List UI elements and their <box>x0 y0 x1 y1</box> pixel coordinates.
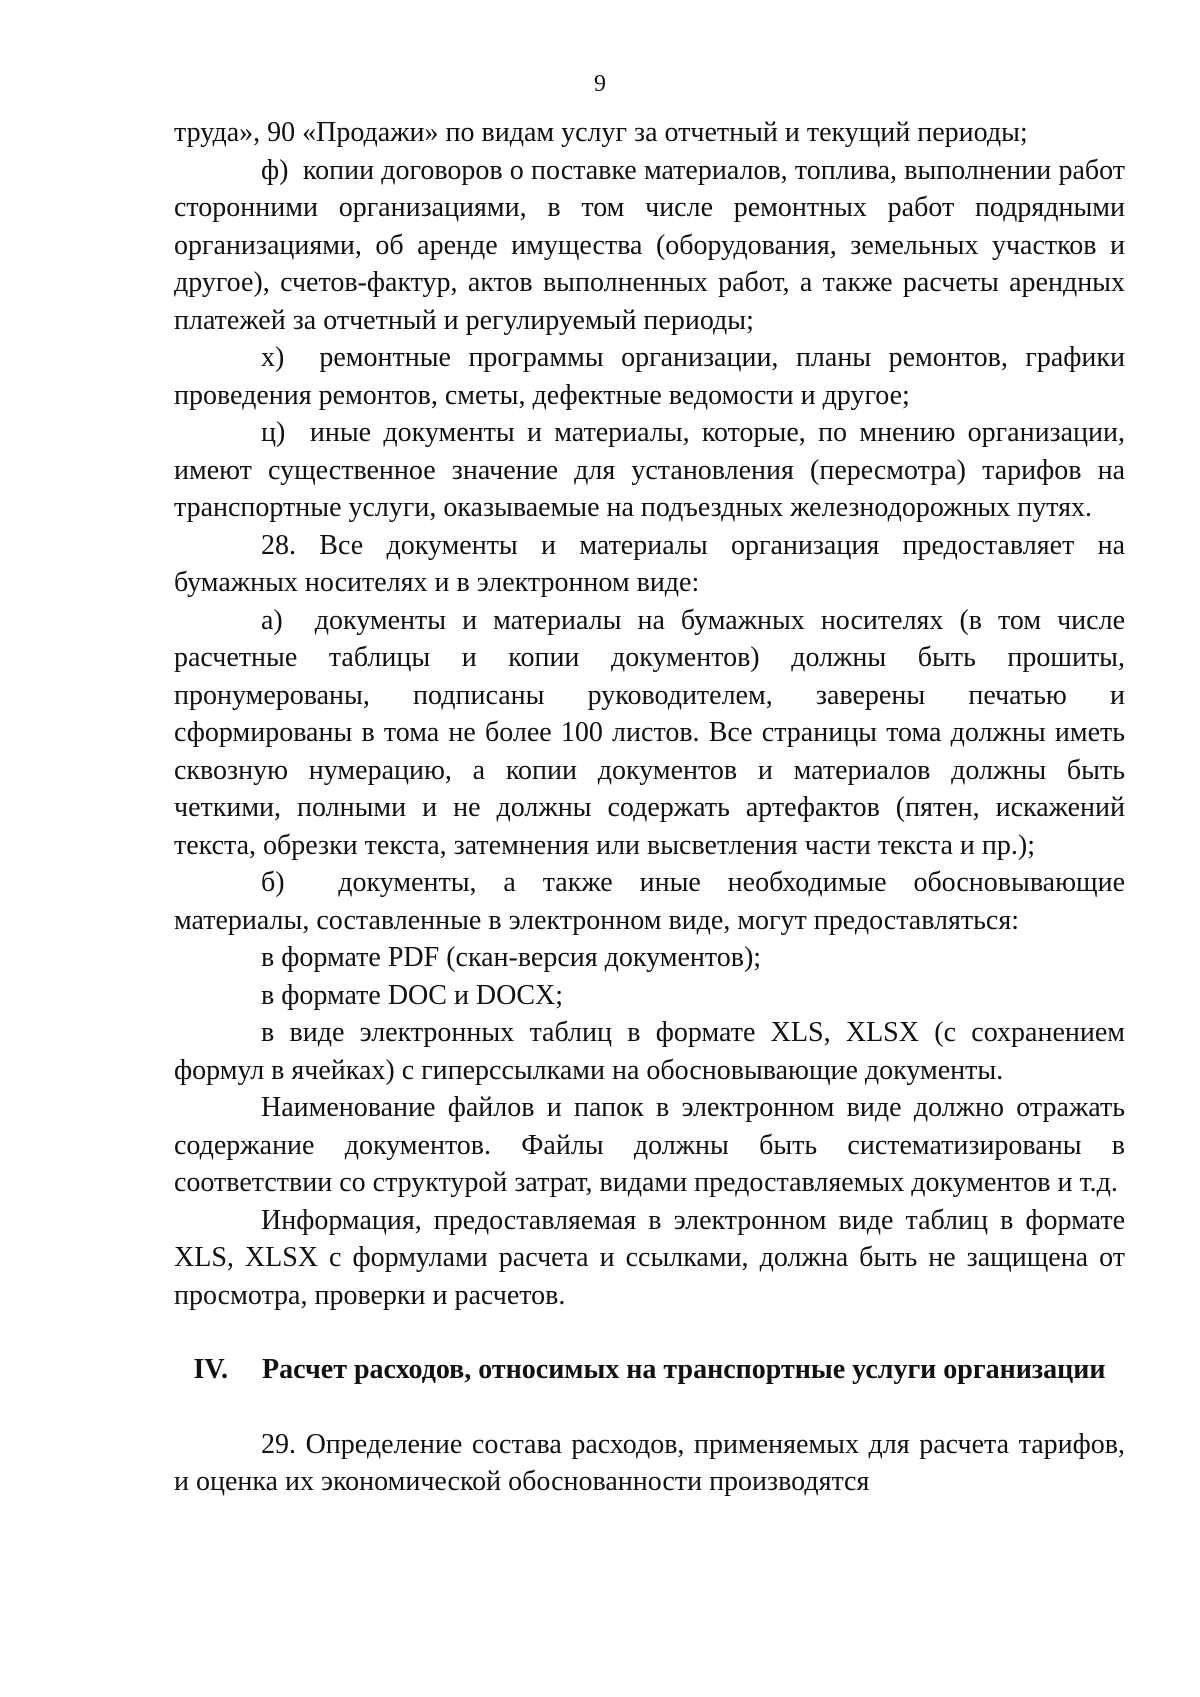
paragraph-file-naming: Наименование файлов и папок в электронном виде должно отражать содержание документов. Файлы должны быть систематизированы в соответствии со структурой затрат, видами предоставляемых документов и т.д. <box>174 1092 1125 1198</box>
paragraph-format-doc: в формате DOC и DOCX; <box>261 979 564 1011</box>
spacer <box>174 1314 1125 1351</box>
paragraph-item-f: ф) копии договоров о поставке материалов, топлива, выполнении работ сторонними организациями, в том числе ремонтных работ подрядными организациями, об аренде имущества (оборудования, земельных участков и другое), счетов-фактур, актов выполненных работ, а также расчеты арендных платежей за отчетный и регулируемый периоды; <box>174 154 1125 336</box>
paragraph-item-a: а) документы и материалы на бумажных носителях (в том числе расчетные таблицы и копии документов) должны быть прошиты, пронумерованы, подписаны руководителем, заверены печатью и сформированы в тома не более 100 листов. Все страницы тома должны иметь сквозную нумерацию, а копии документов и материалов должны быть четкими, полными и не должны содержать артефактов (пятен, искажений текста, обрезки текста, затемнения или высветления части текста и пр.); <box>174 604 1125 861</box>
paragraph-item-kh: х) ремонтные программы организации, планы ремонтов, графики проведения ремонтов, сметы, дефектные ведомости и другое; <box>174 342 1125 411</box>
paragraph-continuation: труда», 90 «Продажи» по видам услуг за отчетный и текущий периоды; <box>174 117 1028 148</box>
spacer <box>174 1389 1125 1426</box>
paragraph-format-xls: в виде электронных таблиц в формате XLS, XLSX (с сохранением формул в ячейках) с гиперссылками на обосновывающие документы. <box>174 1017 1125 1086</box>
document-body <box>174 114 1125 1501</box>
section-number: IV. <box>193 1354 228 1385</box>
paragraph-28: 28. Все документы и материалы организация предоставляет на бумажных носителях и в электронном виде: <box>174 529 1125 598</box>
section-title: Расчет расходов, относимых на транспортные услуги организации <box>262 1354 1106 1385</box>
paragraph-item-ts: ц) иные документы и материалы, которые, по мнению организации, имеют существенное значение для установления (пересмотра) тарифов на транспортные услуги, оказываемые на подъездных железнодорожных путях. <box>174 417 1125 523</box>
paragraph-29: 29. Определение состава расходов, применяемых для расчета тарифов, и оценка их экономической обоснованности производятся <box>174 1428 1125 1497</box>
paragraph-information: Информация, предоставляемая в электронном виде таблиц в формате XLS, XLSX с формулами расчета и ссылками, должна быть не защищена от просмотра, проверки и расчетов. <box>174 1204 1125 1311</box>
paragraph-item-b: б) документы, а также иные необходимые обосновывающие материалы, составленные в электронном виде, могут предоставляться: <box>174 867 1125 936</box>
page-number: 9 <box>594 71 606 97</box>
paragraph-format-pdf: в формате PDF (скан-версия документов); <box>261 942 762 973</box>
section-heading <box>174 1351 1125 1389</box>
